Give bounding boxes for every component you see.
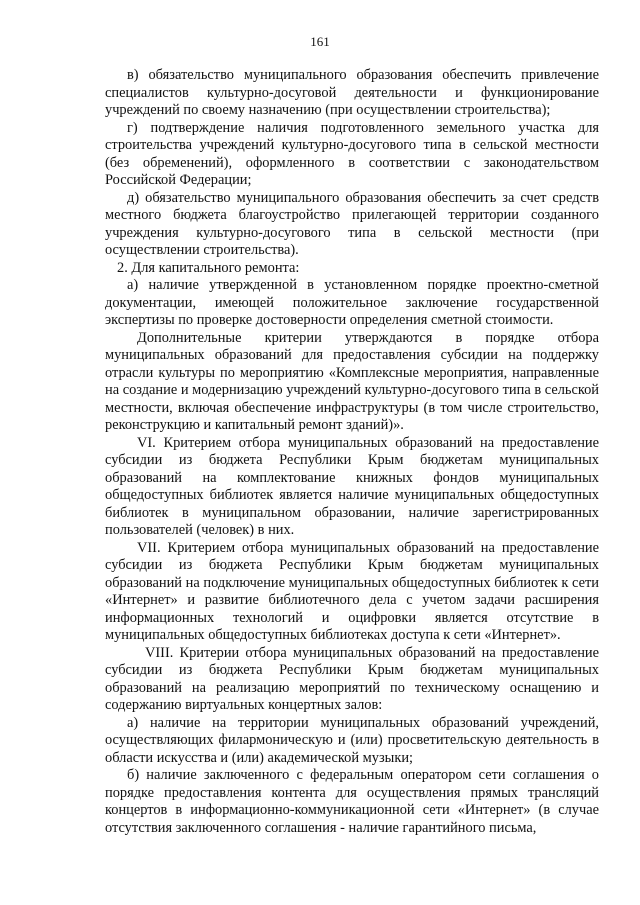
paragraph-item-v: в) обязательство муниципального образования обеспечить привлечение специалистов культурно-досуговой деятельности и функционирование учреждений по своему назначению (при осуществлении строительства);	[105, 67, 599, 118]
document-body	[105, 67, 599, 837]
paragraph-item-b-viii: б) наличие заключенного с федеральным оператором сети соглашения о порядке предоставления контента для осуществления прямых трансляций концертов в информационно-коммуникационной сети «Интернет» (в случае отсутствия заключенного соглашения - наличие гарантийного письма,	[105, 767, 599, 836]
section-heading-capital-repair: 2. Для капитального ремонта:	[117, 259, 300, 276]
paragraph-item-a-repair: а) наличие утвержденной в установленном порядке проектно-сметной документации, имеющей положительное заключение государственной экспертизы по проверке достоверности определения сметной стоимости.	[105, 277, 599, 328]
paragraph-item-g: г) подтверждение наличия подготовленного земельного участка для строительства учреждений культурно-досугового типа в сельской местности (без обременений), оформленного в соответствии с законодательством Российской Федерации;	[105, 119, 599, 188]
paragraph-item-d: д) обязательство муниципального образования обеспечить за счет средств местного бюджета благоустройство прилегающей территории созданного учреждения культурно-досугового типа в сельской местности (при осуществлении строительства).	[105, 189, 599, 258]
paragraph-section-vi: VI. Критерием отбора муниципальных образований на предоставление субсидии из бюджета Республики Крым бюджетам муниципальных образований на комплектование книжных фондов муниципальных общедоступных библиотек является наличие муниципальных общедоступных библиотек в муниципальном образовании, наличие зарегистрированных пользователей (человек) в них.	[105, 434, 599, 538]
paragraph-additional-criteria: Дополнительные критерии утверждаются в порядке отбора муниципальных образований для предоставления субсидии на поддержку отрасли культуры по мероприятию «Комплексные мероприятия, направленные на создание и модернизацию учреждений культурно-досугового типа в сельской местности, включая обеспечение инфраструктуры (в том числе строительство, реконструкцию и капитальный ремонт зданий)».	[105, 329, 599, 433]
paragraph-section-viii: VIII. Критерии отбора муниципальных образований на предоставление субсидии из бюджета Республики Крым бюджетам муниципальных образований на реализацию мероприятий по техническому оснащению и содержанию виртуальных концертных залов:	[105, 644, 599, 713]
paragraph-item-a-viii: а) наличие на территории муниципальных образований учреждений, осуществляющих филармоническую и (или) просветительскую деятельность в области искусства и (или) академической музыки;	[105, 714, 599, 766]
paragraph-section-vii: VII. Критерием отбора муниципальных образований на предоставление субсидии из бюджета Республики Крым бюджетам муниципальных образований на подключение муниципальных общедоступных библиотек к сети «Интернет» и развитие библиотечного дела с учетом задачи расширения информационных технологий и оцифровки является отсутствие в муниципальных общедоступных библиотеках доступа к сети «Интернет».	[105, 539, 599, 643]
page-number: 161	[310, 34, 330, 49]
